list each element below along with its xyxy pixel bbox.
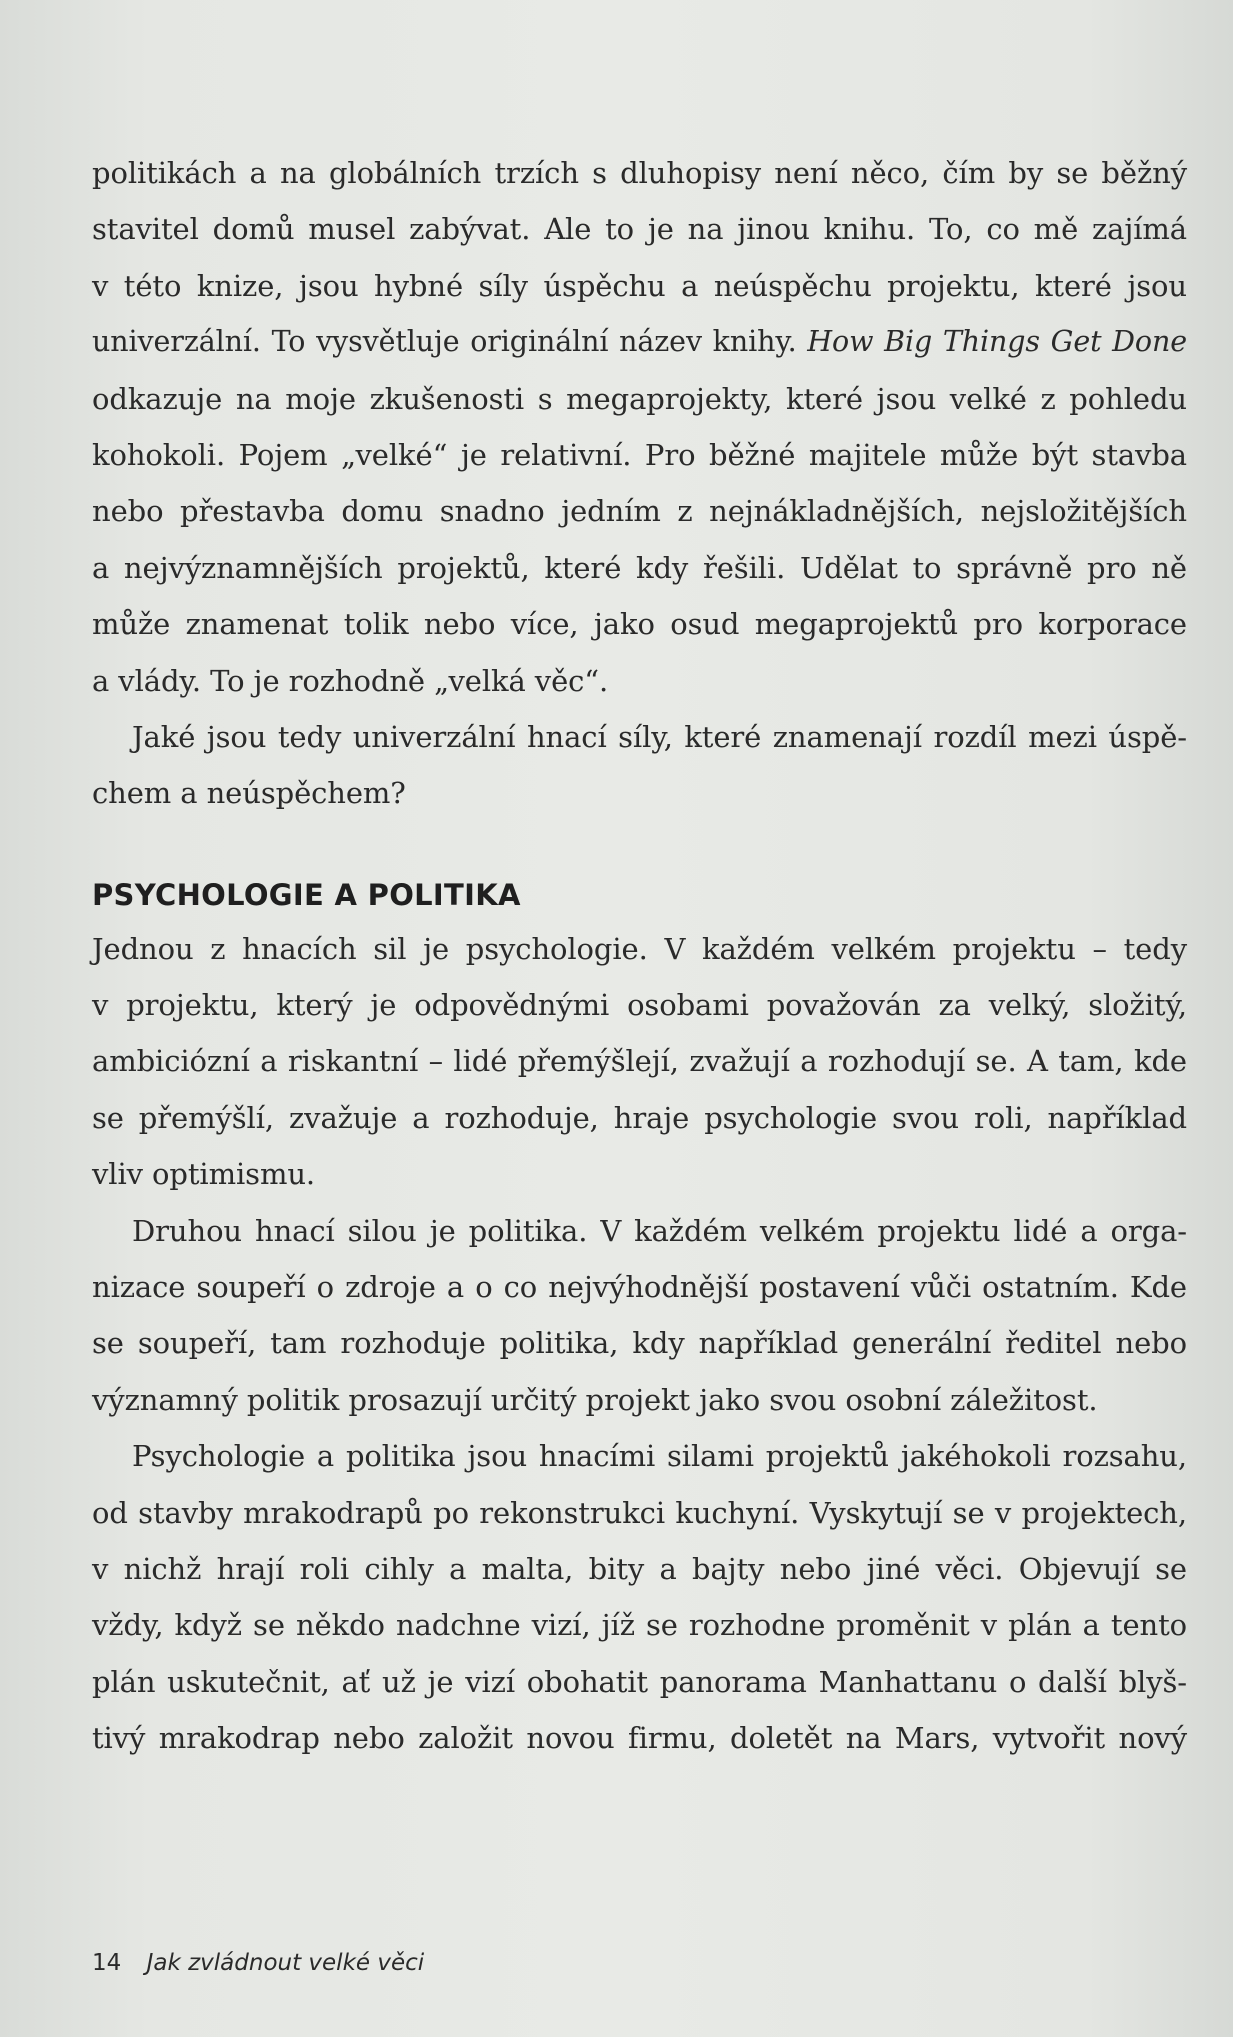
running-title: Jak zvládnout velké věci [146, 1950, 425, 1976]
text-line: plán uskutečnit, ať už je vizí obohatit panorama Manhattanu o další blyš- [92, 1664, 1187, 1699]
original-book-title: How Big Things Get Done [807, 325, 1187, 359]
paragraph [92, 1203, 1187, 1429]
text-line: Jednou z hnacích sil je psychologie. V každém velkém projektu – tedy [92, 931, 1187, 966]
page-number: 14 [92, 1950, 122, 1976]
text-line: odkazuje na moje zkušenosti s megaprojekty, které jsou velké z pohledu [92, 381, 1187, 416]
text-line: se přemýšlí, zvažuje a rozhoduje, hraje psychologie svou roli, například [92, 1100, 1187, 1135]
text-line: stavitel domů musel zabývat. Ale to je na jinou knihu. To, co mě zajímá [92, 212, 1187, 247]
book-page-text [92, 145, 1187, 1767]
text-line: v nichž hrají roli cihly a malta, bity a bajty nebo jiné věci. Objevují se [92, 1551, 1187, 1586]
text-line: tivý mrakodrap nebo založit novou firmu, doletět na Mars, vytvořit nový [92, 1721, 1187, 1756]
paragraph [92, 709, 1187, 822]
text-line: kohokoli. Pojem „velké“ je relativní. Pro běžné majitele může být stavba [92, 437, 1187, 472]
text-line: nebo přestavba domu snadno jedním z nejnákladnějších, nejsložitějších [92, 494, 1187, 529]
text-line: Jaké jsou tedy univerzální hnací síly, které znamenají rozdíl mezi úspě- [132, 719, 1187, 754]
text-line: v projektu, který je odpovědnými osobami považován za velký, složitý, [92, 988, 1187, 1023]
text-line: politikách a na globálních trzích s dluhopisy není něco, čím by se běžný [92, 156, 1187, 190]
text-line: Druhou hnací silou je politika. V každém velkém projektu lidé a orga- [132, 1213, 1187, 1248]
paragraph [92, 1428, 1187, 1766]
text-line: chem a neúspěchem? [92, 776, 406, 811]
text-line: vždy, když se někdo nadchne vizí, jíž se rozhodne proměnit v plán a tento [92, 1608, 1187, 1643]
text-line: Psychologie a politika jsou hnacími silami projektů jakéhokoli rozsahu, [132, 1439, 1187, 1474]
text-line: nizace soupeří o zdroje a o co nejvýhodnější postavení vůči ostatním. Kde [92, 1270, 1187, 1305]
text-line: a nejvýznamnějších projektů, které kdy řešili. Udělat to správně pro ně [92, 550, 1187, 585]
text-line: se soupeří, tam rozhoduje politika, kdy například generální ředitel nebo [92, 1326, 1187, 1361]
text-line: ambiciózní a riskantní – lidé přemýšlejí, zvažují a rozhodují se. A tam, kde [92, 1044, 1187, 1079]
text-line: významný politik prosazují určitý projekt jako svou osobní záležitost. [92, 1382, 1098, 1417]
section-heading: PSYCHOLOGIE A POLITIKA [92, 877, 521, 912]
text-line: od stavby mrakodrapů po rekonstrukci kuchyní. Vyskytují se v projektech, [92, 1495, 1187, 1530]
text-line: v této knize, jsou hybné síly úspěchu a neúspěchu projektu, které jsou [92, 268, 1187, 303]
text-line [92, 314, 1187, 370]
paragraph [92, 921, 1187, 1203]
text-line: může znamenat tolik nebo více, jako osud megaprojektů pro korporace [92, 607, 1187, 642]
paragraph [92, 145, 1187, 709]
text-line: vliv optimismu. [92, 1157, 316, 1192]
text-line: a vlády. To je rozhodně „velká věc“. [92, 663, 609, 698]
text-line-part: univerzální. To vysvětluje originální název knihy. [92, 325, 797, 359]
page-footer [92, 1950, 424, 1976]
